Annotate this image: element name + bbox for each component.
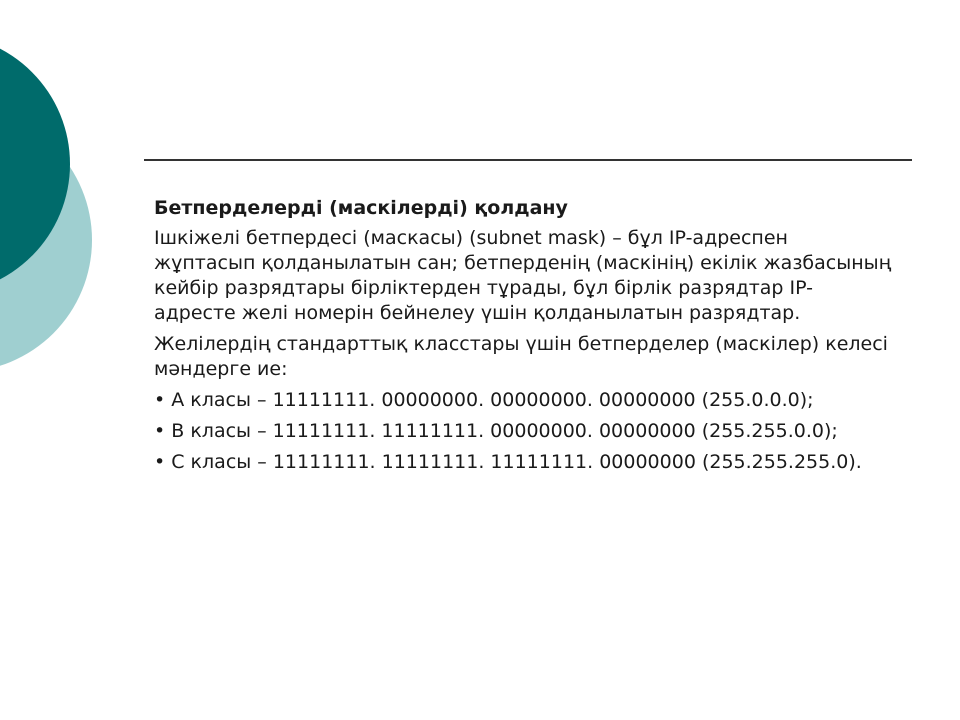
definition-paragraph: Ішкіжелі бетпердесі (маскасы) (subnet mask) – бұл IP-адреспен жұптасып қолданылатын сан; бетперденің (маскінің) екілік жазбасының кейбір разрядтары бірліктерден тұрады, бұл бірлік разрядтар IP-адресте желі номерін бейнелеу үшін қолданылатын разрядтар.: [154, 227, 892, 324]
bullet-class-b: • B класы – 11111111. 11111111. 00000000. 00000000 (255.255.0.0);: [154, 420, 838, 442]
title-divider: [144, 159, 912, 161]
section-heading: Бетперделерді (маскілерді) қолдану: [154, 197, 568, 219]
bullet-class-a: • A класы – 11111111. 00000000. 00000000. 00000000 (255.0.0.0);: [154, 389, 814, 411]
intro-paragraph: Желілердің стандарттық класстары үшін бетперделер (маскілер) келесі мәндерге ие:: [154, 333, 888, 380]
slide-body: [154, 196, 894, 481]
decorative-circles: [0, 0, 120, 400]
bullet-class-c: • C класы – 11111111. 11111111. 11111111. 00000000 (255.255.255.0).: [154, 451, 862, 473]
